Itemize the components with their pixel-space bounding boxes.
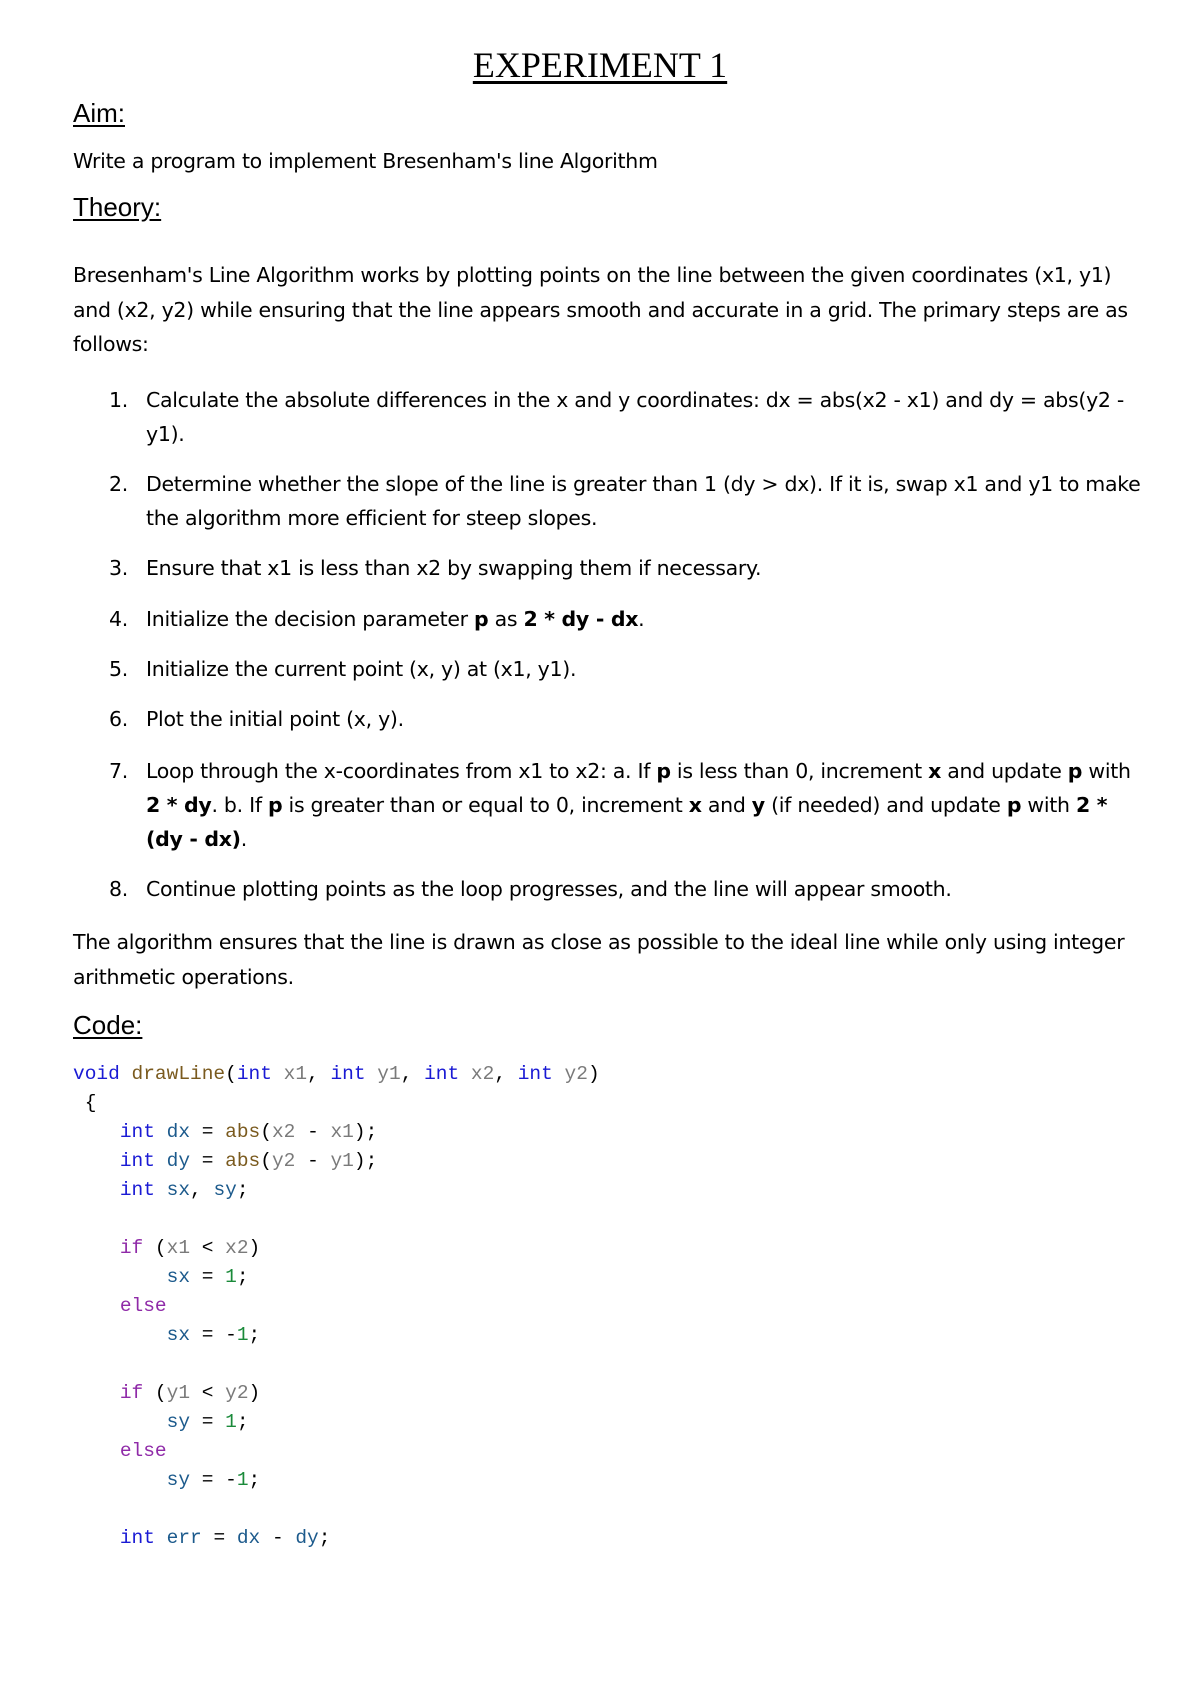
code-line: sx = -1; — [166, 1324, 261, 1346]
code-line — [73, 1205, 600, 1234]
step-number: 6. — [109, 707, 128, 731]
step-text: Initialize the decision parameter p as 2 * dy - dx. — [146, 607, 645, 631]
code-block — [73, 1060, 600, 1553]
step-number: 3. — [109, 556, 128, 580]
code-line: { — [84, 1092, 97, 1114]
code-line: int dy = abs(y2 - y1); — [119, 1150, 378, 1172]
theory-intro: Bresenham's Line Algorithm works by plotting points on the line between the given coordinates (x1, y1) and (x2, y2) while ensuring that the line appears smooth and accurate in a grid. The primary steps are as follows: — [73, 263, 1128, 356]
code-line — [73, 1495, 600, 1524]
step-number: 7. — [109, 759, 128, 783]
step-number: 4. — [109, 607, 128, 631]
code-line: int sx, sy; — [119, 1179, 249, 1201]
aim-text: Write a program to implement Bresenham's line Algorithm — [73, 149, 658, 173]
step-number: 1. — [109, 388, 128, 412]
step-number: 5. — [109, 657, 128, 681]
code-line: else — [119, 1295, 167, 1317]
code-line: int err = dx - dy; — [119, 1527, 331, 1549]
step-text: Initialize the current point (x, y) at (x1, y1). — [146, 657, 577, 681]
theory-heading: Theory: — [73, 192, 162, 222]
step-text: Continue plotting points as the loop progresses, and the line will appear smooth. — [146, 877, 952, 901]
step-text: Ensure that x1 is less than x2 by swapping them if necessary. — [146, 556, 762, 580]
code-line: sx = 1; — [166, 1266, 249, 1288]
step-text: Loop through the x-coordinates from x1 to x2: a. If p is less than 0, increment x and update p with 2 * dy. b. If p is greater than or equal to 0, increment x and y (if needed) and update p with 2 * (dy - dx). — [146, 759, 1131, 851]
code-line: int dx = abs(x2 - x1); — [119, 1121, 378, 1143]
code-line: sy = 1; — [166, 1411, 249, 1433]
code-line: else — [119, 1440, 167, 1462]
step-number: 2. — [109, 472, 128, 496]
code-line: sy = -1; — [166, 1469, 261, 1491]
step-text: Calculate the absolute differences in the x and y coordinates: dx = abs(x2 - x1) and dy = abs(y2 - y1). — [146, 388, 1124, 446]
code-heading: Code: — [73, 1010, 143, 1040]
code-line: if (x1 < x2) — [119, 1237, 261, 1259]
code-line: void drawLine(int x1, int y1, int x2, int y2) — [73, 1063, 600, 1085]
code-line: if (y1 < y2) — [119, 1382, 261, 1404]
step-number: 8. — [109, 877, 128, 901]
code-line — [73, 1350, 600, 1379]
step-text: Plot the initial point (x, y). — [146, 707, 404, 731]
step-text: Determine whether the slope of the line is greater than 1 (dy > dx). If it is, swap x1 and y1 to make the algorithm more efficient for steep slopes. — [146, 472, 1141, 530]
theory-conclusion: The algorithm ensures that the line is drawn as close as possible to the ideal line while only using integer arithmetic operations. — [73, 930, 1125, 989]
aim-heading: Aim: — [73, 98, 125, 128]
page-title: EXPERIMENT 1 — [472, 45, 728, 85]
